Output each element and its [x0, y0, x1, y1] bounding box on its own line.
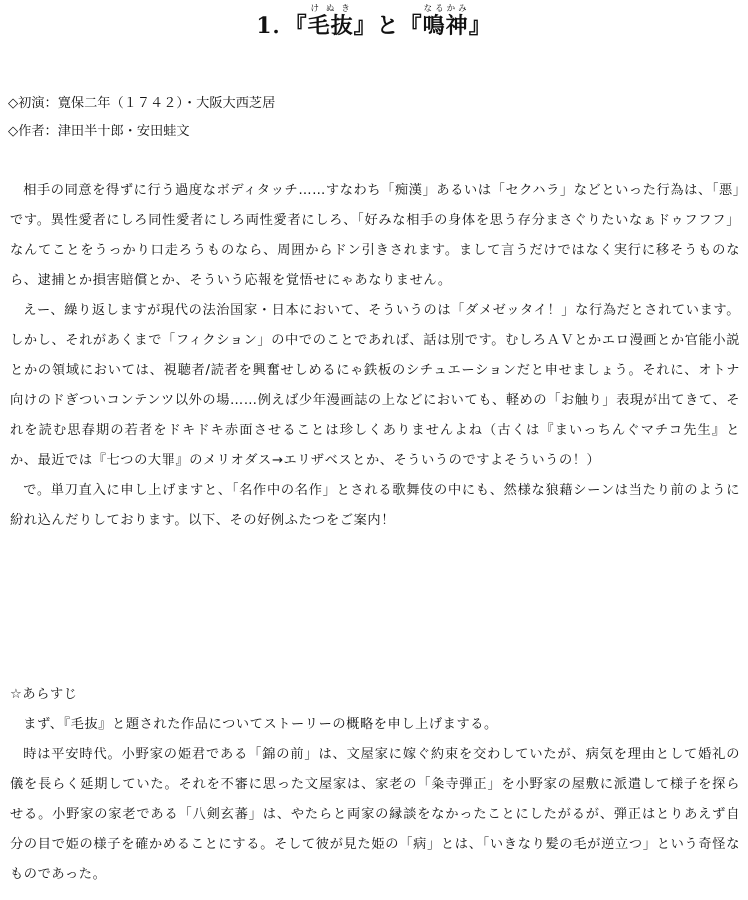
title-conjunction: と [376, 13, 400, 39]
intro-paragraph: で。単刀直入に申し上げますと、「名作中の名作」とされる歌舞伎の中にも、然様な狼藉シーンは当たり前のように紛れ込んだりしております。以下、その好例ふたつをご案内！ [10, 483, 740, 528]
title-bracket-open: 『 [295, 13, 308, 39]
synopsis-paragraph: 時は平安時代。小野家の姫君である「錦の前」は、文屋家に嫁ぐ約束を交わしていたが、病気を理由として婚礼の儀を長らく延期していた。それを不審に思った文屋家は、家老の「粂寺弾正」を小野家の屋敷に派遣して様子を探らせる。小野家の家老である「八剣玄蕃」は、やたらと両家の縁談をなかったことにしたがるが、弾正はとりあえず自分の目で姫の様子を確かめることにする。そして彼が見た姫の「病」とは、「いきなり髪の毛が逆立つ」という奇怪なものであった。 [10, 747, 740, 882]
title-bracket-open: 『 [399, 13, 423, 39]
premiere-line: ◇初演：寛保二年（１７４２）・大阪大西芝居 [8, 96, 276, 111]
title-bracket-close: 』 [468, 13, 492, 39]
intro-paragraph: 相手の同意を得ずに行う過度なボディタッチ……すなわち「痴漢」あるいは「セクハラ」などといった行為は、「悪」です。異性愛者にしろ同性愛者にしろ両性愛者にしろ、「好みな相手の身体を思う存分まさぐりたいなぁドゥフフフ」なんてことをうっかり口走ろうものなら、周囲からドン引きされます。まして言うだけではなく実行に移そうものなら、逮捕とか損害賠償とか、そういう応報を覚悟せにゃあなりません。 [10, 183, 740, 288]
intro-paragraph: えー、繰り返しますが現代の法治国家・日本において、そういうのは「ダメゼッタイ！」な行為だとされています。しかし、それがあくまで「フィクション」の中でのことであれば、話は別です。むしろＡＶとかエロ漫画とか官能小説とかの領域においては、視聴者/読者を興奮せしめるにゃ鉄板のシチュエーションだと申せましょう。それに、オトナ向けのドぎついコンテンツ以外の場……例えば少年漫画誌の上などにおいても、軽めの「お触り」表現が出てきて、それを読む思春期の若者をドキドキ赤面させることは珍しくありませんよね（古くは『まいっちんぐマチコ先生』とか、最近では『七つの大罪』のメリオダス→エリザベスとか、そういうのですよそういうの！） [10, 303, 740, 468]
title-bracket-close: 』 [353, 13, 377, 39]
authors-line: ◇作者：津田半十郎・安田蛙文 [8, 124, 190, 139]
work-metadata [8, 90, 275, 146]
title-number: 1． [256, 13, 296, 39]
title-ruby-kenuki: けぬき [307, 4, 354, 14]
synopsis-section [10, 680, 740, 890]
intro-section [10, 176, 740, 536]
title-work-narukami: 鳴神なるかみ [422, 4, 469, 39]
title-work-kenuki: 毛抜けぬき [307, 4, 354, 39]
title-ruby-narukami: なるかみ [422, 4, 469, 14]
synopsis-heading: ☆あらすじ [10, 687, 78, 702]
synopsis-paragraph: まず、『毛抜』と題された作品についてストーリーの概略を申し上げまする。 [23, 717, 498, 732]
page-title [0, 4, 748, 47]
